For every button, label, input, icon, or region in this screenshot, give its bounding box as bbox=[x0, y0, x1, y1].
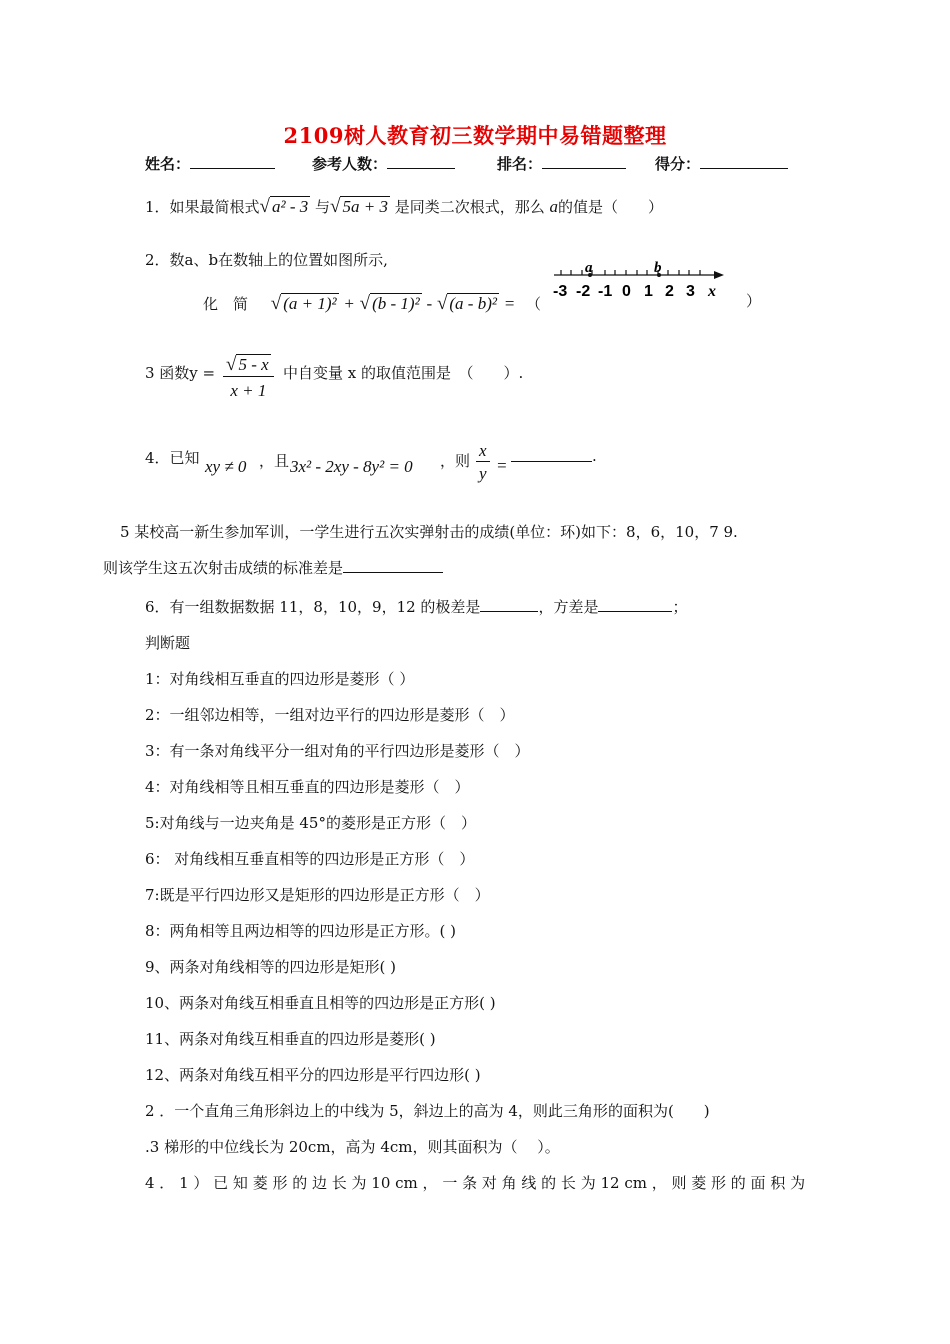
judge-item: 5:对角线与一边夹角是 45°的菱形是正方形（ ） bbox=[145, 814, 476, 832]
judge-item: 4：对角线相等且相互垂直的四边形是菱形（ ） bbox=[145, 778, 470, 796]
q6-text-a: 6．有一组数据数据 11，8，10，9，12 的极差是 bbox=[145, 598, 481, 616]
ref-count-field bbox=[312, 153, 455, 174]
rank-field bbox=[497, 153, 626, 174]
question-4: 4．已知 bbox=[145, 449, 200, 467]
q2-simplify-label: 化 简 bbox=[203, 295, 249, 313]
q1-end: 的值是（ ） bbox=[558, 198, 664, 216]
judge-item: 12、两条对角线互相平分的四边形是平行四边形( ) bbox=[145, 1066, 481, 1084]
question-5-line-1: 5 某校高一新生参加军训，一学生进行五次实弹射击的成绩(单位：环)如下：8，6，10，7 9. bbox=[120, 523, 738, 541]
ref-count-blank bbox=[387, 153, 455, 169]
q6-text-b: ，方差是 bbox=[538, 598, 599, 616]
problem-2: 2 ．一个直角三角形斜边上的中线为 5，斜边上的高为 4，则此三角形的面积为( ) bbox=[145, 1102, 710, 1120]
tick-label: x bbox=[708, 283, 716, 300]
q5-line-2-text: 则该学生这五次射击成绩的标准差是 bbox=[103, 559, 344, 577]
q4-condition-2: 3x² - 2xy - 8y² = 0 bbox=[290, 457, 413, 476]
tick-label: -3 bbox=[553, 283, 568, 300]
question-6 bbox=[145, 596, 687, 617]
q2-paren-open: （ bbox=[526, 295, 542, 313]
question-2-expression: 化 简 √ (a + 1)² + √ (b - 1)² - √ (a - b)² = （ bbox=[203, 293, 542, 314]
rank-blank bbox=[542, 153, 626, 169]
q3-denominator: x + 1 bbox=[230, 381, 267, 400]
q4-frac-den: y bbox=[479, 464, 487, 483]
name-field bbox=[145, 153, 275, 174]
problem-3: .3 梯形的中位线长为 20cm，高为 4cm，则其面积为（ ）。 bbox=[145, 1138, 560, 1156]
q2-term-3: (a - b)² bbox=[449, 294, 497, 313]
judge-item: 8：两角相等且两边相等的四边形是正方形。( ) bbox=[145, 922, 457, 940]
name-label: 姓名： bbox=[145, 155, 191, 173]
q4-frac-num: x bbox=[476, 441, 490, 462]
q5-answer-blank bbox=[343, 557, 443, 573]
judge-item: 11、两条对角线互相垂直的四边形是菱形( ) bbox=[145, 1030, 436, 1048]
page-title: 2109树人教育初三数学期中易错题整理 bbox=[283, 123, 667, 148]
rank-label: 排名： bbox=[497, 155, 543, 173]
q4-equals: = bbox=[496, 456, 508, 475]
q3-tail: 中自变量 x 的取值范围是 （ ）. bbox=[283, 364, 524, 382]
tick-label: 2 bbox=[665, 283, 674, 300]
score-label: 得分： bbox=[655, 155, 701, 173]
point-b-label: b bbox=[654, 260, 662, 276]
q6-range-blank bbox=[480, 596, 538, 612]
judge-heading: 判断题 bbox=[145, 634, 191, 652]
q4-condition-1: xy ≠ 0 bbox=[205, 457, 247, 476]
name-blank bbox=[190, 153, 275, 169]
q6-variance-blank bbox=[598, 596, 672, 612]
q4-fraction bbox=[476, 441, 490, 484]
score-blank bbox=[700, 153, 788, 169]
q3-fraction: √ 5 - x x + 1 bbox=[223, 354, 274, 401]
tick-label: -1 bbox=[598, 283, 613, 300]
judge-item: 2：一组邻边相等，一组对边平行的四边形是菱形（ ） bbox=[145, 706, 515, 724]
q2-equals: = bbox=[503, 294, 516, 313]
judge-item: 9、两条对角线相等的四边形是矩形( ) bbox=[145, 958, 397, 976]
q1-variable: a bbox=[549, 197, 559, 216]
judge-item: 1：对角线相互垂直的四边形是菱形（ ） bbox=[145, 670, 415, 688]
q1-tail: 是同类二次根式，那么 bbox=[394, 198, 545, 216]
q4-then: ，则 bbox=[440, 452, 471, 470]
q3-numerator: 5 - x bbox=[238, 355, 269, 374]
problem-4: 4 ． 1 ） 已 知 菱 形 的 边 长 为 10 cm ， 一 条 对 角 线 的 长 为 12 cm ， 则 菱 形 的 面 积 为 bbox=[145, 1174, 806, 1192]
q2-paren-close: ） bbox=[746, 292, 762, 310]
q2-term-2: (b - 1)² bbox=[372, 294, 420, 313]
question-3: 3 函数y = bbox=[145, 364, 216, 382]
q1-radical-1: a² - 3 bbox=[271, 197, 309, 216]
judge-item: 7:既是平行四边形又是矩形的四边形是正方形（ ） bbox=[145, 886, 490, 904]
question-2: 2．数a、b在数轴上的位置如图所示, bbox=[145, 251, 388, 269]
number-line-arrow bbox=[714, 271, 724, 279]
judge-item: 10、两条对角线互相垂直且相等的四边形是正方形( ) bbox=[145, 994, 496, 1012]
q1-text: 1．如果最简根式 bbox=[145, 198, 260, 216]
q4-answer-blank bbox=[511, 445, 592, 462]
judge-item: 3：有一条对角线平分一组对角的平行四边形是菱形（ ） bbox=[145, 742, 530, 760]
q1-mid: 与 bbox=[315, 198, 331, 216]
score-field bbox=[655, 153, 788, 174]
ref-count-label: 参考人数： bbox=[312, 155, 388, 173]
question-1: 1．如果最简根式√ a² - 3 与√ 5a + 3 是同类二次根式，那么 a的值是（ ） bbox=[145, 196, 664, 217]
number-line bbox=[548, 258, 730, 302]
tick-label: 0 bbox=[622, 283, 631, 300]
tick-label: 1 bbox=[644, 283, 653, 300]
q4-sep: ，且 bbox=[259, 452, 290, 470]
judge-item: 6： 对角线相互垂直相等的四边形是正方形（ ） bbox=[145, 850, 475, 868]
q4-end: . bbox=[592, 447, 597, 465]
q1-radical-2: 5a + 3 bbox=[342, 197, 388, 216]
q2-term-1: (a + 1)² bbox=[283, 294, 337, 313]
tick-label: -2 bbox=[576, 283, 591, 300]
tick-label: 3 bbox=[686, 283, 695, 300]
point-a-label: a bbox=[585, 260, 593, 276]
q6-text-c: ； bbox=[672, 598, 688, 616]
question-5-line-2 bbox=[103, 557, 443, 578]
